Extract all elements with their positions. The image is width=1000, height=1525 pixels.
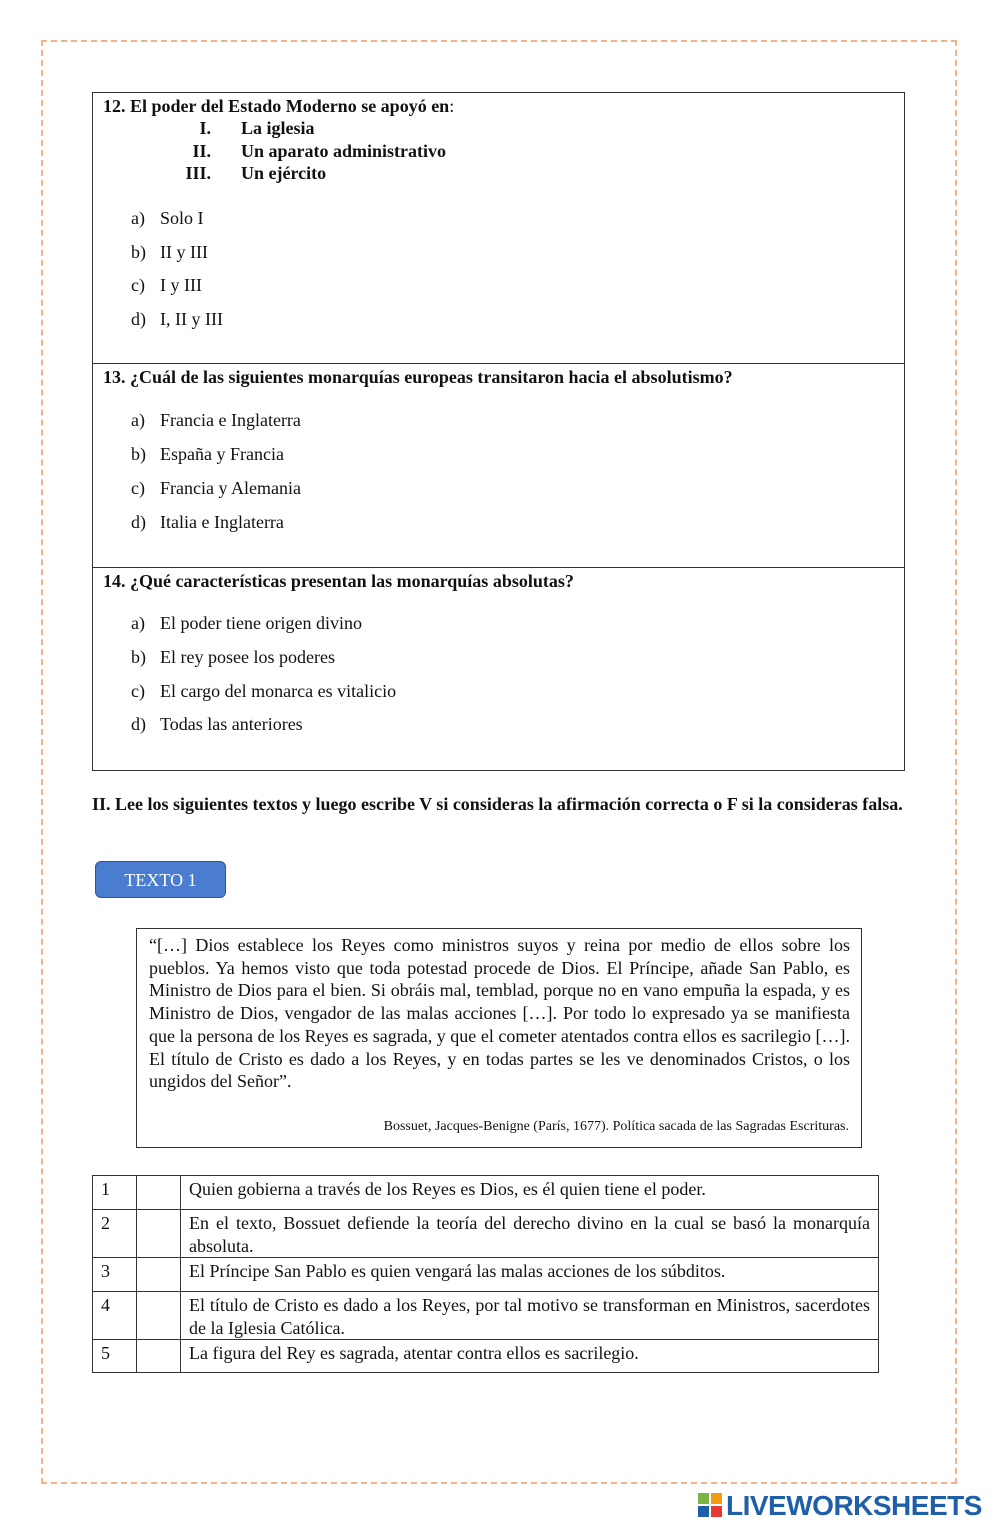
row-statement: En el texto, Bossuet defiende la teoría del derecho divino en la cual se basó la monarquía absoluta.: [181, 1210, 879, 1258]
row-statement: El título de Cristo es dado a los Reyes, por tal motivo se transforman en Ministros, sacerdotes de la Iglesia Católica.: [181, 1292, 879, 1340]
section-2-instruction: II. Lee los siguientes textos y luego escribe V si consideras la afirmación correcta o F si la consideras falsa.: [92, 794, 903, 814]
option-b[interactable]: b) España y Francia: [131, 444, 284, 464]
question-14: [92, 567, 905, 771]
answer-cell[interactable]: [137, 1176, 181, 1210]
answer-cell[interactable]: [137, 1210, 181, 1258]
logo-text: LIVEWORKSHEETS: [726, 1490, 982, 1521]
option-d[interactable]: d) I, II y III: [131, 309, 223, 329]
row-number: 1: [93, 1176, 137, 1210]
quote-box: [136, 928, 862, 1148]
logo-mark-icon: [698, 1493, 722, 1517]
row-statement: Quien gobierna a través de los Reyes es Dios, es él quien tiene el poder.: [181, 1176, 879, 1210]
option-d[interactable]: d) Todas las anteriores: [131, 714, 303, 734]
row-statement: La figura del Rey es sagrada, atentar contra ellos es sacrilegio.: [181, 1340, 879, 1373]
option-a[interactable]: a) El poder tiene origen divino: [131, 613, 362, 633]
table-row: [93, 1176, 879, 1210]
option-d[interactable]: d) Italia e Inglaterra: [131, 512, 284, 532]
quote-text: “[…] Dios establece los Reyes como ministros suyos y reina por medio de ellos sobre los pueblos. Ya hemos visto que toda potestad procede de Dios. El Príncipe, añade San Pablo, es Ministro de Dios para el bien. Si obráis mal, temblad, porque no en vano empuña la espada, y es Ministro de Dios, vengador de las malas acciones […]. Por todo lo expresado ya se manifiesta que la persona de los Reyes es sagrada, y que el cometer atentados contra ellos es sacrilegio […]. El título de Cristo es dado a los Reyes, y en todas partes se les ve denominados Cristos, o los ungidos del Señor”.: [149, 935, 850, 1092]
table-row: [93, 1210, 879, 1258]
quote-source: Bossuet, Jacques-Benigne (París, 1677). Política sacada de las Sagradas Escrituras.: [383, 1119, 849, 1134]
true-false-table: [92, 1175, 879, 1373]
question-12: 12. El poder del Estado Moderno se apoyó en: I. La iglesia II. Un aparato administrativo III. Un ejército a) Solo I b) II y III c) I y III d) I, II y III: [92, 92, 905, 364]
option-b[interactable]: b) El rey posee los poderes: [131, 647, 335, 667]
option-a[interactable]: a) Solo I: [131, 208, 204, 228]
answer-cell[interactable]: [137, 1340, 181, 1373]
option-b[interactable]: b) II y III: [131, 242, 208, 262]
question-12-title: 12. El poder del Estado Moderno se apoyó en:: [103, 96, 455, 116]
option-c[interactable]: c) I y III: [131, 275, 202, 295]
question-13-title: 13. ¿Cuál de las siguientes monarquías europeas transitaron hacia el absolutismo?: [103, 367, 733, 387]
row-number: 5: [93, 1340, 137, 1373]
row-number: 3: [93, 1258, 137, 1292]
option-c[interactable]: c) Francia y Alemania: [131, 478, 301, 498]
option-c[interactable]: c) El cargo del monarca es vitalicio: [131, 681, 397, 701]
option-a[interactable]: a) Francia e Inglaterra: [131, 410, 301, 430]
table-row: [93, 1292, 879, 1340]
table-row: [93, 1258, 879, 1292]
row-number: 2: [93, 1210, 137, 1258]
texto-1-label: TEXTO 1: [95, 861, 226, 898]
question-13: [92, 363, 905, 568]
question-14-title: 14. ¿Qué características presentan las monarquías absolutas?: [103, 571, 574, 591]
row-statement: El Príncipe San Pablo es quien vengará las malas acciones de los súbditos.: [181, 1258, 879, 1292]
answer-cell[interactable]: [137, 1292, 181, 1340]
row-number: 4: [93, 1292, 137, 1340]
table-row: [93, 1340, 879, 1373]
answer-cell[interactable]: [137, 1258, 181, 1292]
